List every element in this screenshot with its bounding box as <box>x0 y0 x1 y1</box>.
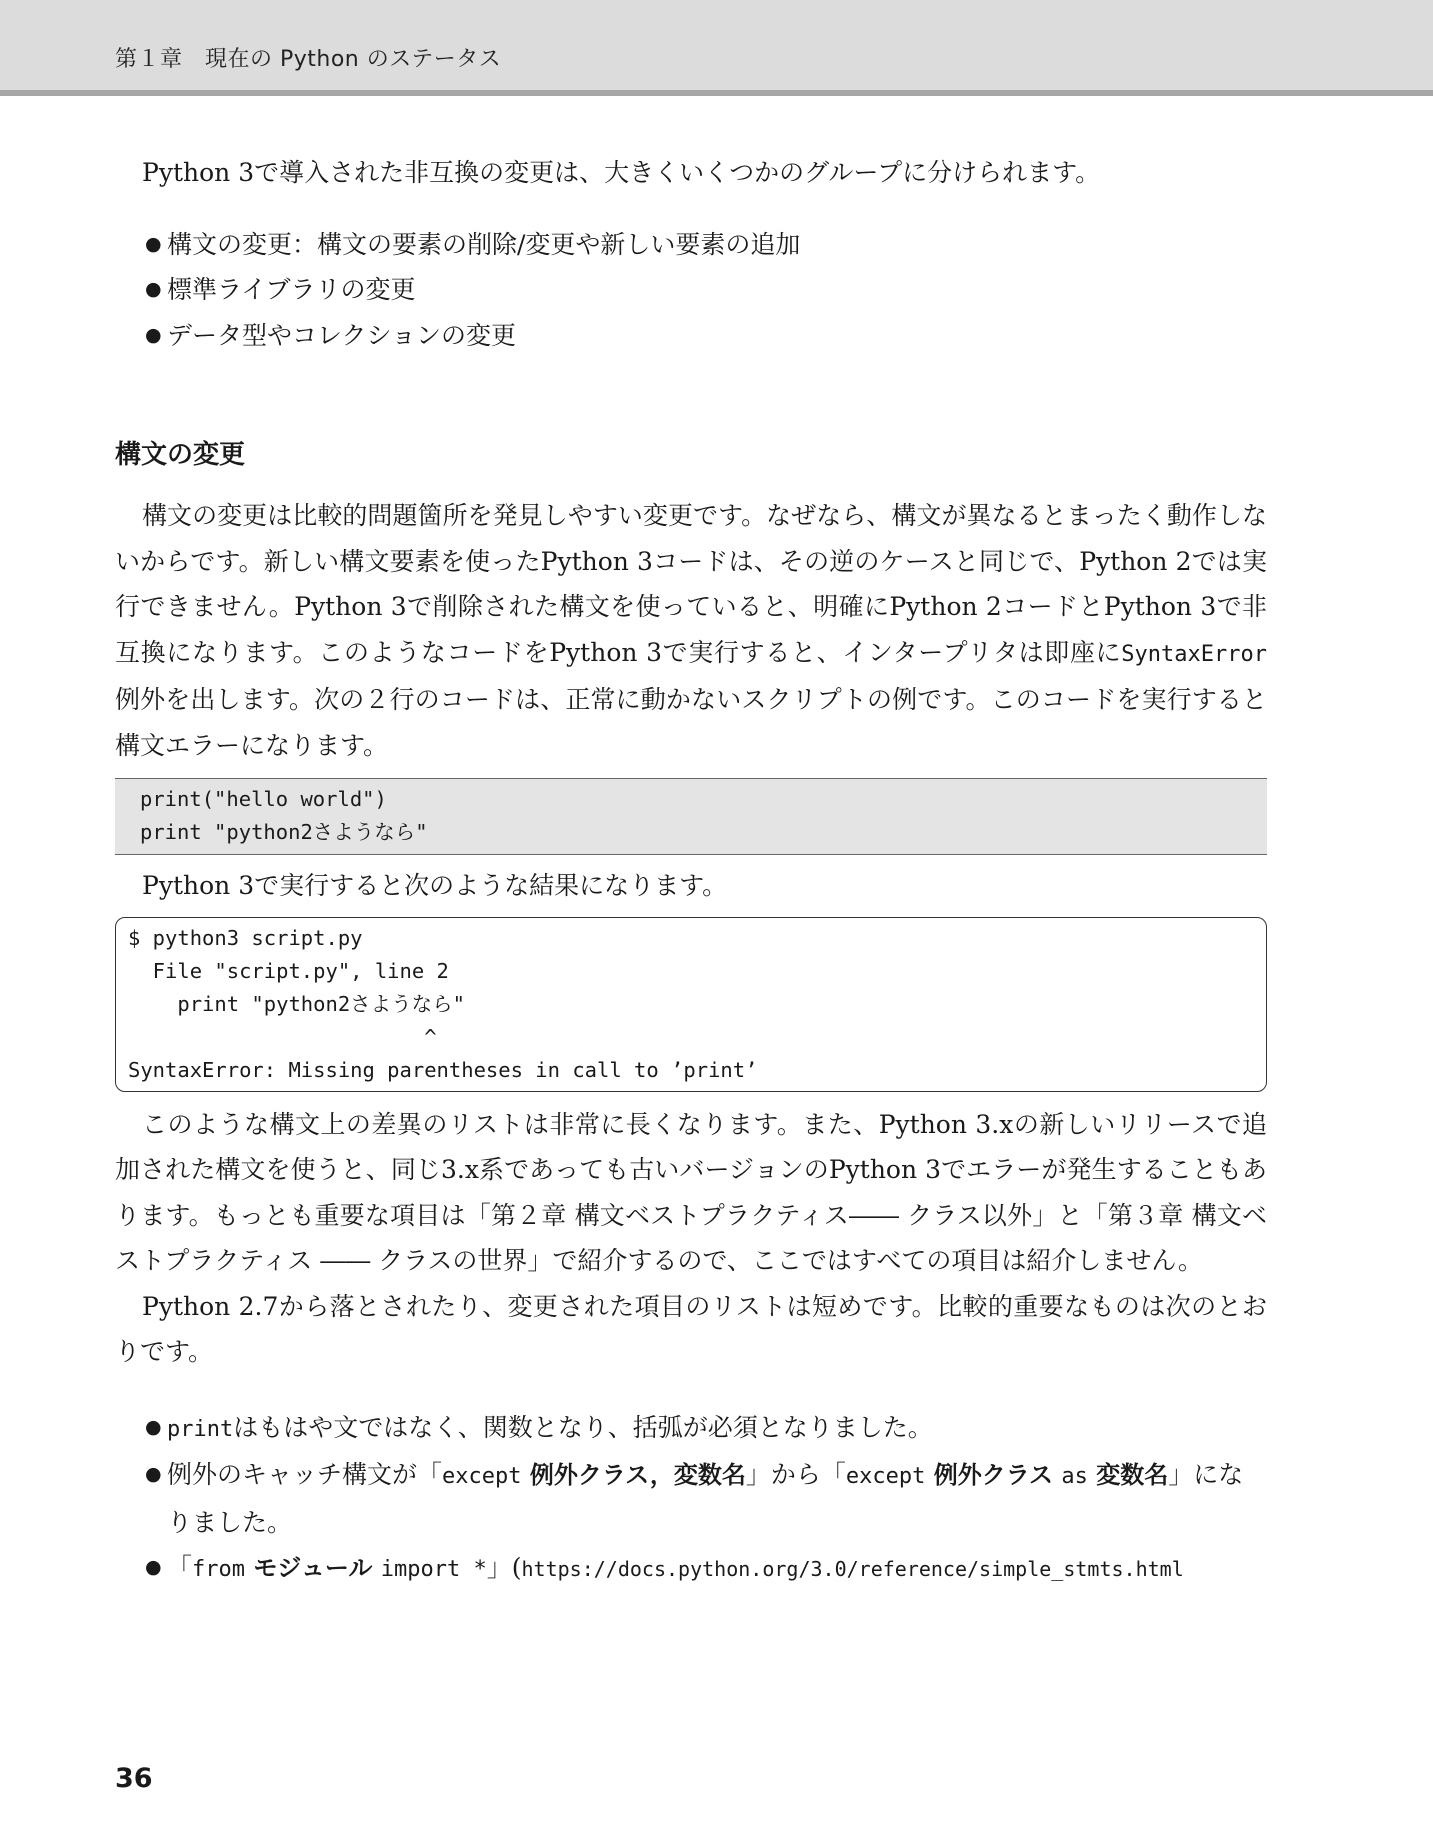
bullet-icon: ● <box>145 1415 162 1438</box>
page-content <box>115 150 1267 1593</box>
terminal-line: SyntaxError: Missing parentheses in call to ’print’ <box>128 1057 758 1082</box>
list-item: ● 構文の変更：構文の要素の削除/変更や新しい要素の追加 <box>115 222 1267 268</box>
list-item: ● データ型やコレクションの変更 <box>115 313 1267 359</box>
bullet-icon: ● <box>145 1463 162 1485</box>
change-groups-list <box>115 222 1267 359</box>
terminal-line: $ python3 script.py <box>128 925 363 950</box>
chapter-title: 第１章 現在の Python のステータス <box>115 47 502 72</box>
code-line: print("hello world") <box>140 787 387 811</box>
run-result-paragraph: Python 3で実行すると次のような結果になります。 <box>142 871 728 900</box>
terminal-line: File "script.py", line 2 <box>128 958 449 983</box>
section-heading: 構文の変更 <box>115 440 246 470</box>
terminal-line: ^ <box>128 1024 437 1049</box>
list-item: ● 例外のキャッチ構文が「except 例外クラス，変数名」から「except 例外クラス as 変数名」になりました。 <box>115 1452 1267 1545</box>
page-number: 36 <box>115 1763 153 1794</box>
terminal-line: print "python2さようなら" <box>128 991 465 1016</box>
list-item: ● 標準ライブラリの変更 <box>115 267 1267 313</box>
list-item: ● 「from モジュール import *」(https://docs.python.org/3.0/reference/simple_stmts.html <box>115 1545 1267 1593</box>
bullet-icon: ● <box>145 1556 162 1578</box>
terminal-output <box>115 917 1267 1092</box>
code-listing <box>115 778 1267 855</box>
changes-list <box>115 1405 1267 1593</box>
list-item: ● printはもはや文ではなく、関数となり、括弧が必須となりました。 <box>115 1405 1267 1453</box>
removed-items-paragraph: Python 2.7から落とされたり、変更された項目のリストは短めです。比較的重要なものは次のとおりです。 <box>115 1291 1267 1366</box>
syntax-paragraph: 構文の変更は比較的問題箇所を発見しやすい変更です。なぜなら、構文が異なるとまったく動作しないからです。新しい構文要素を使ったPython 3コードは、その逆のケースと同じで、Python 2では実行できません。Python 3で削除された構文を使っていると、明確にPython 2コードとPython 3で非互換になります。このようなコードをPython 3で実行すると、インタープリタは即座にSyntaxError例外を出します。次の２行のコードは、正常に動かないスクリプトの例です。このコードを実行すると構文エラーになります。 <box>115 501 1267 760</box>
bullet-icon: ● <box>145 232 162 255</box>
code-line: print "python2さようなら" <box>140 820 428 844</box>
inline-code-syntaxerror: SyntaxError <box>1121 641 1267 667</box>
intro-paragraph: Python 3で導入された非互換の変更は、大きくいくつかのグループに分けられます。 <box>142 158 1101 187</box>
running-header <box>0 0 1433 96</box>
differences-paragraph: このような構文上の差異のリストは非常に長くなります。また、Python 3.xの新しいリリースで追加された構文を使うと、同じ3.x系であっても古いバージョンのPython 3でエラーが発生することもあります。もっとも重要な項目は「第２章 構文ベストプラクティス―― クラス以外」と「第３章 構文ベストプラクティス ―― クラスの世界」で紹介するので、ここではすべての項目は紹介しません。 <box>115 1109 1267 1275</box>
bullet-icon: ● <box>145 278 162 300</box>
docs-url: https://docs.python.org/3.0/reference/simple_stmts.html <box>521 1557 1184 1581</box>
bullet-icon: ● <box>145 323 162 346</box>
